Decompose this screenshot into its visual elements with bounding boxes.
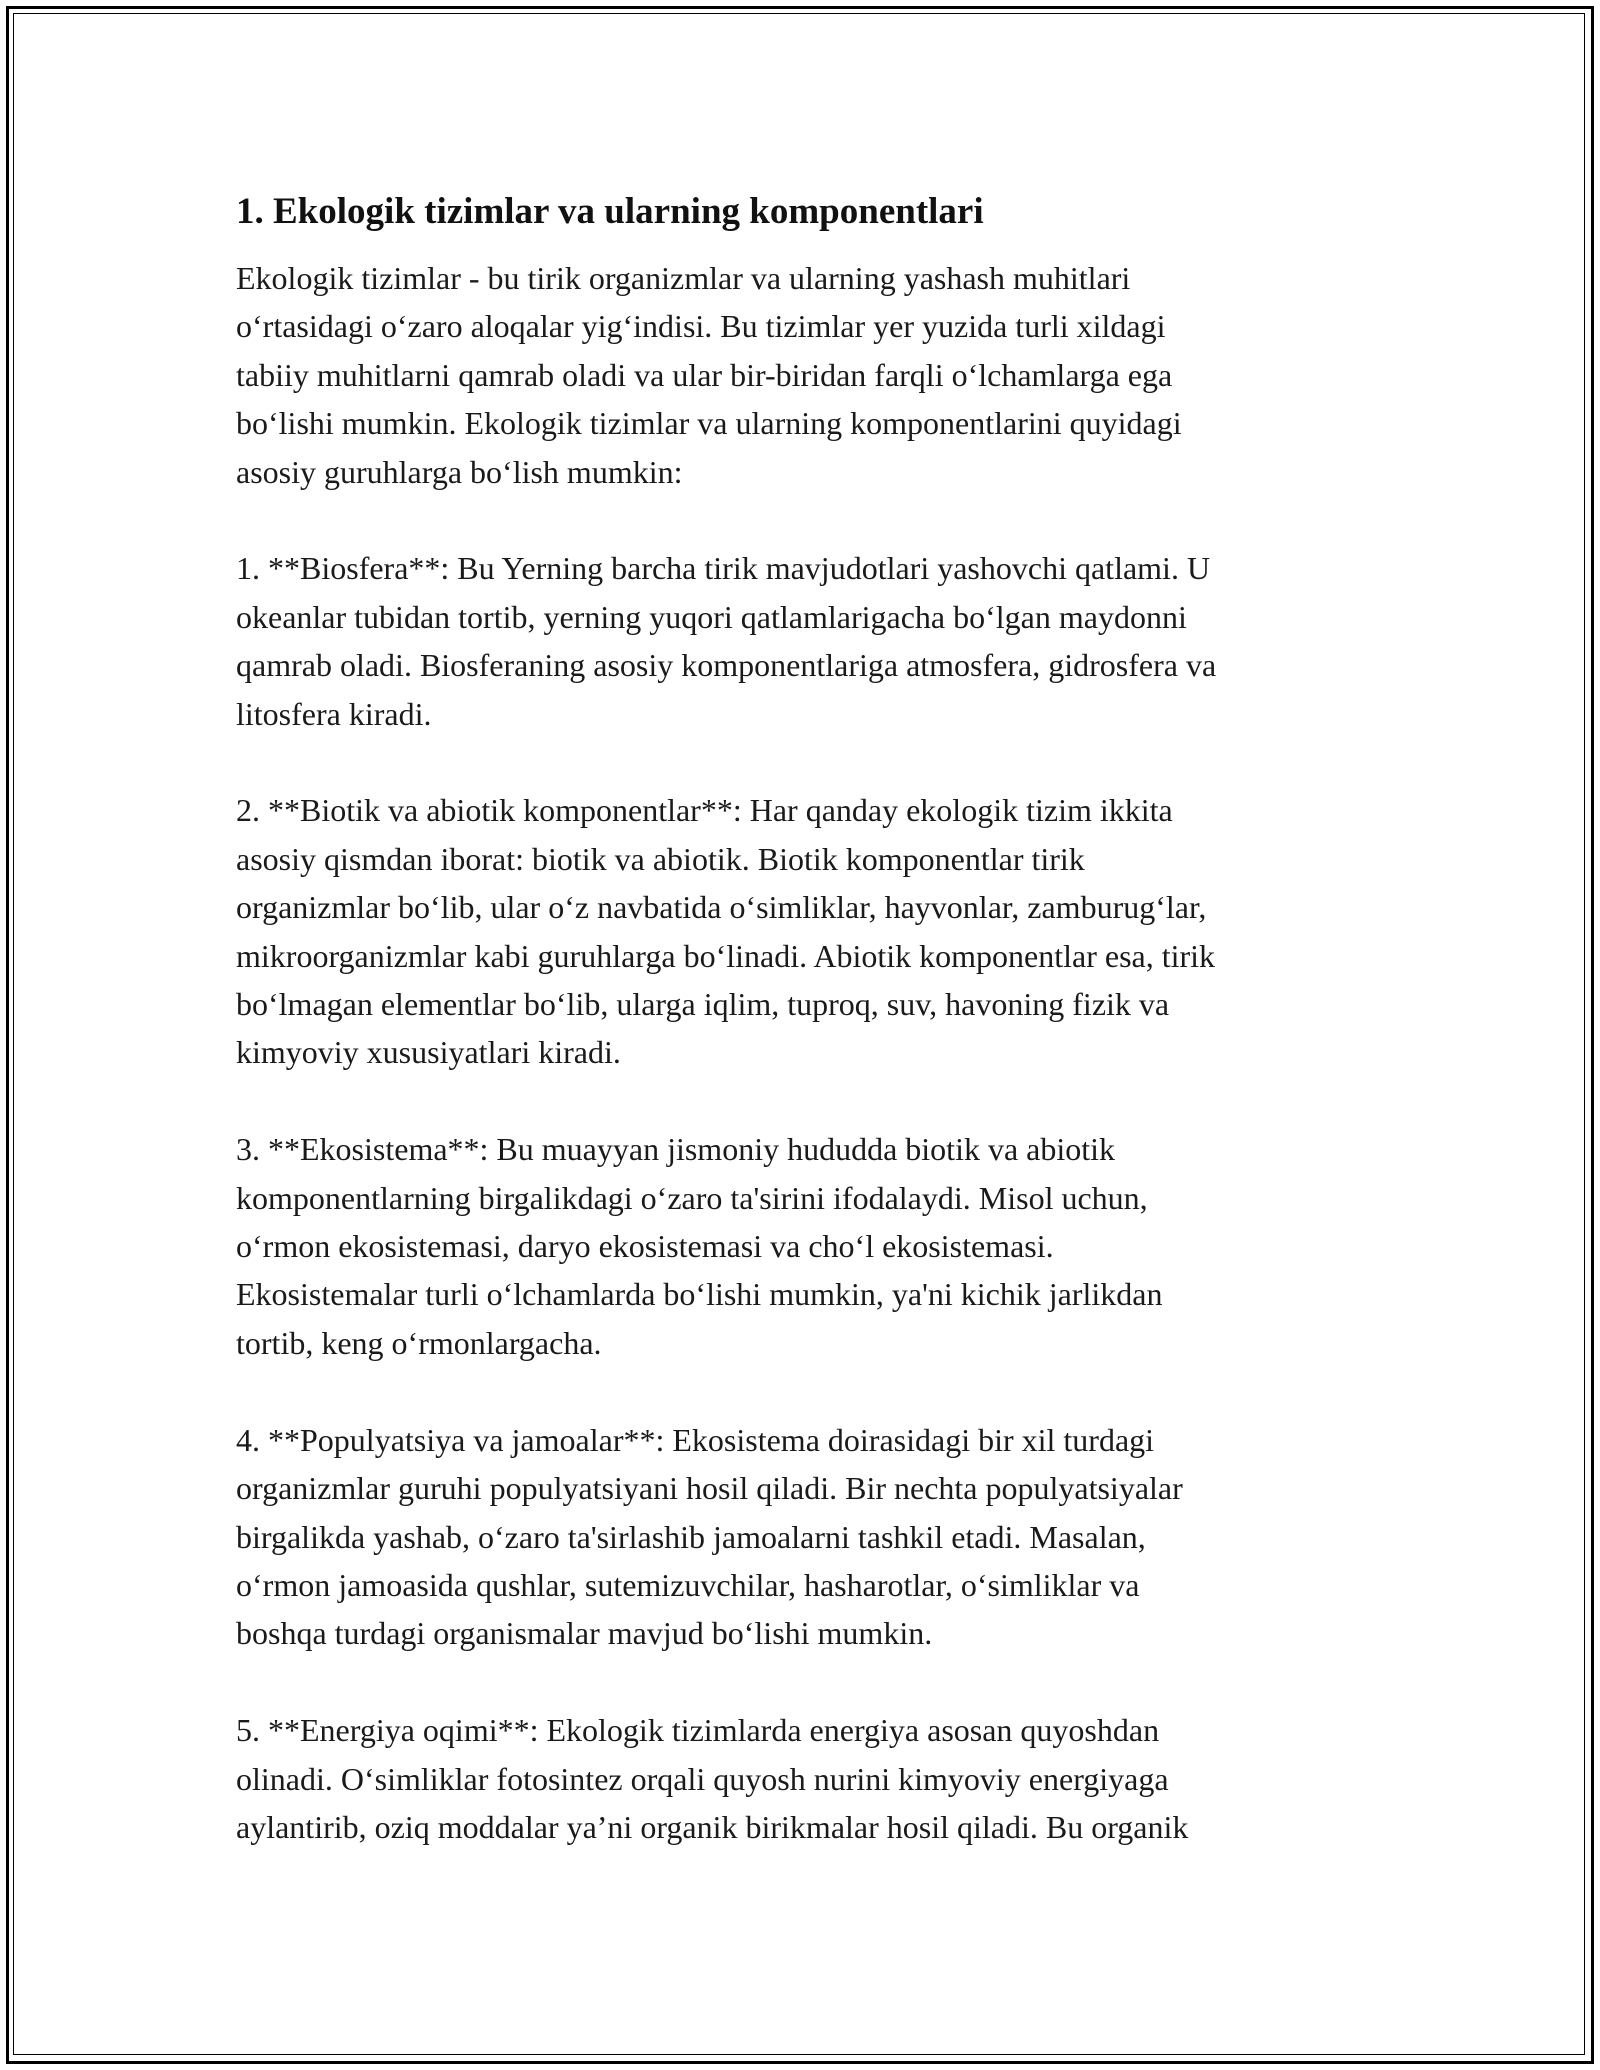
paragraph-populyatsiya: 4. **Populyatsiya va jamoalar**: Ekosistema doirasidagi bir xil turdagi organizmlar guruhi populyatsiyani hosil qiladi. Bir nechta populyatsiyalar birgalikda yashab, o‘zaro ta'sirlashib jamoalarni tashkil etadi. Masalan, o‘rmon jamoasida qushlar, sutemizuvchilar, hasharotlar, o‘simliklar va boshqa turdagi organismalar mavjud bo‘lishi mumkin. <box>236 1421 1183 1652</box>
paragraph-energiya: 5. **Energiya oqimi**: Ekologik tizimlarda energiya asosan quyoshdan olinadi. O‘simliklar fotosintez orqali quyosh nurini kimyoviy energiyaga aylantirib, oziq moddalar ya’ni organik birikmalar hosil qiladi. Bu organik <box>236 1712 1189 1845</box>
paragraph-biotik-abiotik: 2. **Biotik va abiotik komponentlar**: Har qanday ekologik tizim ikkita asosiy qismdan iborat: biotik va abiotik. Biotik komponentlar tirik organizmlar bo‘lib, ular o‘z navbatida o‘simliklar, hayvonlar, zamburug‘lar, mikroorganizmlar kabi guruhlarga bo‘linadi. Abiotik komponentlar esa, tirik bo‘lmagan elementlar bo‘lib, ularga iqlim, tuproq, suv, havoning fizik va kimyoviy xususiyatlari kiradi. <box>236 792 1216 1071</box>
paragraph-ekosistema: 3. **Ekosistema**: Bu muayyan jismoniy hududda biotik va abiotik komponentlarning birgalikdagi o‘zaro ta'sirini ifodalaydi. Misol uchun, o‘rmon ekosistemasi, daryo ekosistemasi va cho‘l ekosistemasi. Ekosistemalar turli o‘lchamlarda bo‘lishi mumkin, ya'ni kichik jarlikdan tortib, keng o‘rmonlargacha. <box>236 1131 1163 1361</box>
paragraph-biosfera: 1. **Biosfera**: Bu Yerning barcha tirik mavjudotlari yashovchi qatlami. U okeanlar tubidan tortib, yerning yuqori qatlamlarigacha bo‘lgan maydonni qamrab oladi. Biosferaning asosiy komponentlariga atmosfera, gidrosfera va litosfera kiradi. <box>236 550 1217 732</box>
document-heading: 1. Ekologik tizimlar va ularning komponentlari <box>236 191 984 232</box>
paragraph-intro: Ekologik tizimlar - bu tirik organizmlar va ularning yashash muhitlari o‘rtasidagi o‘zaro aloqalar yig‘indisi. Bu tizimlar yer yuzida turli xildagi tabiiy muhitlarni qamrab oladi va ular bir-biridan farqli o‘lchamlarga ega bo‘lishi mumkin. Ekologik tizimlar va ularning komponentlarini quyidagi asosiy guruhlarga bo‘lish mumkin: <box>236 260 1182 490</box>
document-body <box>236 186 1376 1900</box>
